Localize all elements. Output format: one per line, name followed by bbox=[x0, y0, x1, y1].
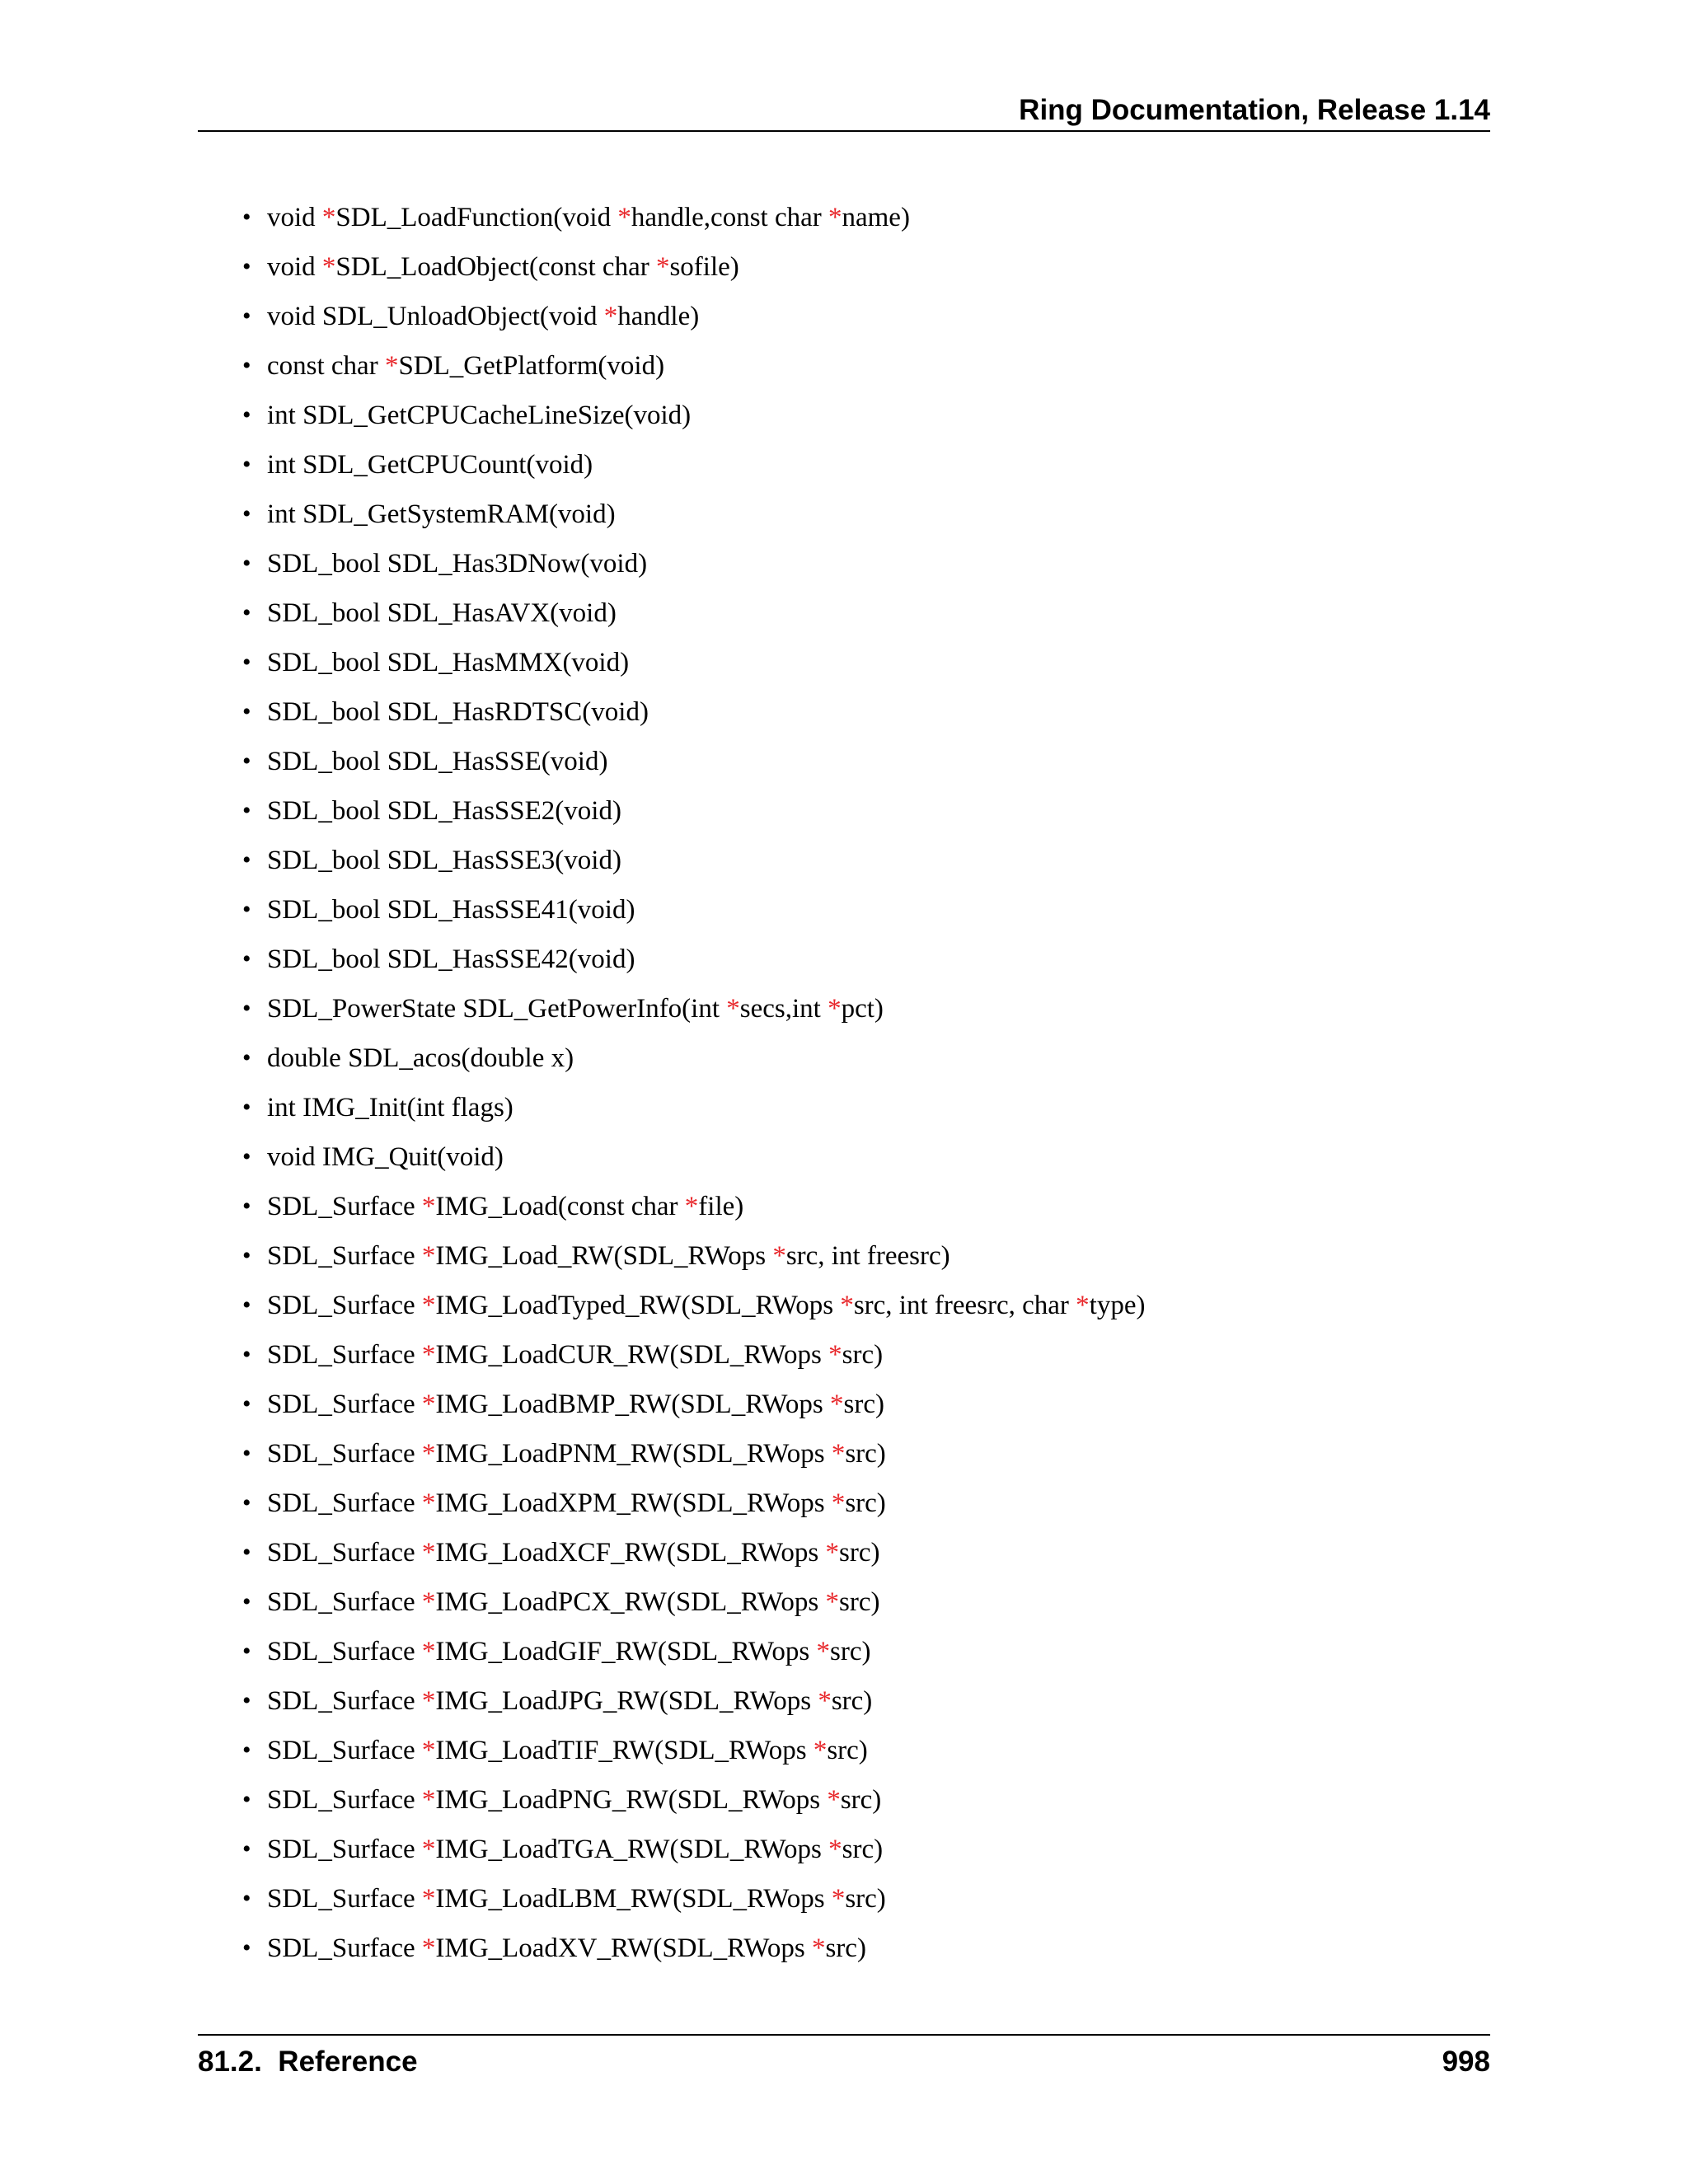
bullet-icon: • bbox=[242, 846, 251, 874]
footer-page-number: 998 bbox=[1442, 2046, 1490, 2078]
function-signature: SDL_Surface *IMG_LoadTGA_RW(SDL_RWops *src) bbox=[267, 1835, 884, 1864]
list-item bbox=[242, 737, 1479, 786]
list-item bbox=[242, 1627, 1479, 1676]
function-signature: SDL_bool SDL_HasSSE(void) bbox=[267, 747, 608, 776]
bullet-icon: • bbox=[242, 1341, 251, 1368]
function-signature: void *SDL_LoadFunction(void *handle,const char *name) bbox=[267, 203, 910, 232]
bullet-icon: • bbox=[242, 748, 251, 775]
function-signature: SDL_Surface *IMG_LoadLBM_RW(SDL_RWops *src) bbox=[267, 1884, 886, 1914]
bullet-icon: • bbox=[242, 352, 251, 379]
list-item bbox=[242, 687, 1479, 737]
function-signature: SDL_bool SDL_Has3DNow(void) bbox=[267, 549, 648, 579]
function-signature: SDL_bool SDL_HasSSE41(void) bbox=[267, 895, 635, 925]
bullet-icon: • bbox=[242, 1786, 251, 1813]
list-item bbox=[242, 984, 1479, 1033]
bullet-icon: • bbox=[242, 302, 251, 330]
bullet-icon: • bbox=[242, 1143, 251, 1170]
bullet-icon: • bbox=[242, 698, 251, 725]
function-signature: SDL_Surface *IMG_LoadPCX_RW(SDL_RWops *src) bbox=[267, 1587, 880, 1617]
list-item bbox=[242, 292, 1479, 341]
list-item bbox=[242, 1825, 1479, 1874]
bullet-icon: • bbox=[242, 797, 251, 824]
footer-section-title: 81.2. Reference bbox=[198, 2046, 418, 2078]
list-item bbox=[242, 1083, 1479, 1132]
bullet-icon: • bbox=[242, 204, 251, 231]
bullet-icon: • bbox=[242, 945, 251, 972]
list-item bbox=[242, 1726, 1479, 1775]
bullet-icon: • bbox=[242, 401, 251, 429]
function-signature: void SDL_UnloadObject(void *handle) bbox=[267, 302, 700, 331]
list-item bbox=[242, 341, 1479, 391]
content-area bbox=[242, 193, 1479, 1973]
bullet-icon: • bbox=[242, 1885, 251, 1912]
list-item bbox=[242, 588, 1479, 638]
bullet-icon: • bbox=[242, 896, 251, 923]
function-signature: SDL_bool SDL_HasMMX(void) bbox=[267, 648, 630, 677]
bullet-icon: • bbox=[242, 1044, 251, 1071]
function-signature: SDL_bool SDL_HasRDTSC(void) bbox=[267, 697, 649, 727]
list-item bbox=[242, 1676, 1479, 1726]
bullet-icon: • bbox=[242, 500, 251, 527]
bullet-icon: • bbox=[242, 1440, 251, 1467]
bullet-icon: • bbox=[242, 1291, 251, 1319]
bullet-icon: • bbox=[242, 1687, 251, 1714]
function-signature: SDL_Surface *IMG_LoadPNG_RW(SDL_RWops *src) bbox=[267, 1785, 882, 1815]
list-item bbox=[242, 242, 1479, 292]
bullet-icon: • bbox=[242, 1094, 251, 1121]
function-signature: SDL_Surface *IMG_LoadXPM_RW(SDL_RWops *src) bbox=[267, 1488, 886, 1518]
bullet-icon: • bbox=[242, 1736, 251, 1764]
function-signature: SDL_Surface *IMG_LoadJPG_RW(SDL_RWops *src) bbox=[267, 1686, 873, 1716]
bullet-icon: • bbox=[242, 1588, 251, 1615]
list-item bbox=[242, 1033, 1479, 1083]
page-header bbox=[198, 91, 1490, 132]
bullet-icon: • bbox=[242, 550, 251, 577]
bullet-icon: • bbox=[242, 1835, 251, 1863]
function-signature: double SDL_acos(double x) bbox=[267, 1043, 574, 1073]
list-item bbox=[242, 786, 1479, 836]
list-item bbox=[242, 490, 1479, 539]
bullet-icon: • bbox=[242, 1539, 251, 1566]
header-title: Ring Documentation, Release 1.14 bbox=[1019, 94, 1490, 126]
function-signature: int SDL_GetCPUCacheLineSize(void) bbox=[267, 401, 692, 430]
list-item bbox=[242, 1577, 1479, 1627]
list-item bbox=[242, 1132, 1479, 1182]
bullet-icon: • bbox=[242, 649, 251, 676]
list-item bbox=[242, 1330, 1479, 1380]
list-item bbox=[242, 440, 1479, 490]
list-item bbox=[242, 1479, 1479, 1528]
function-signature: void *SDL_LoadObject(const char *sofile) bbox=[267, 252, 739, 282]
function-signature: int SDL_GetCPUCount(void) bbox=[267, 450, 593, 480]
list-item bbox=[242, 1231, 1479, 1281]
function-signature: SDL_Surface *IMG_LoadBMP_RW(SDL_RWops *src) bbox=[267, 1390, 884, 1419]
bullet-icon: • bbox=[242, 1638, 251, 1665]
function-signature: void IMG_Quit(void) bbox=[267, 1142, 504, 1172]
list-item bbox=[242, 885, 1479, 935]
function-list bbox=[242, 193, 1479, 1973]
function-signature: int SDL_GetSystemRAM(void) bbox=[267, 499, 616, 529]
function-signature: SDL_bool SDL_HasSSE3(void) bbox=[267, 846, 621, 875]
bullet-icon: • bbox=[242, 1242, 251, 1269]
bullet-icon: • bbox=[242, 599, 251, 626]
list-item bbox=[242, 935, 1479, 984]
function-signature: SDL_Surface *IMG_LoadTyped_RW(SDL_RWops *src, int freesrc, char *type) bbox=[267, 1291, 1146, 1320]
function-signature: SDL_Surface *IMG_LoadPNM_RW(SDL_RWops *src) bbox=[267, 1439, 886, 1469]
list-item bbox=[242, 1924, 1479, 1973]
function-signature: const char *SDL_GetPlatform(void) bbox=[267, 351, 665, 381]
function-signature: SDL_bool SDL_HasAVX(void) bbox=[267, 598, 617, 628]
bullet-icon: • bbox=[242, 1193, 251, 1220]
function-signature: SDL_Surface *IMG_LoadGIF_RW(SDL_RWops *src) bbox=[267, 1637, 871, 1666]
list-item bbox=[242, 638, 1479, 687]
function-signature: SDL_Surface *IMG_LoadTIF_RW(SDL_RWops *src) bbox=[267, 1736, 868, 1765]
list-item bbox=[242, 391, 1479, 440]
function-signature: SDL_Surface *IMG_LoadCUR_RW(SDL_RWops *src) bbox=[267, 1340, 884, 1370]
bullet-icon: • bbox=[242, 995, 251, 1022]
function-signature: SDL_Surface *IMG_Load(const char *file) bbox=[267, 1192, 744, 1221]
function-signature: SDL_bool SDL_HasSSE42(void) bbox=[267, 944, 635, 974]
list-item bbox=[242, 1429, 1479, 1479]
bullet-icon: • bbox=[242, 1934, 251, 1961]
function-signature: SDL_Surface *IMG_LoadXV_RW(SDL_RWops *src) bbox=[267, 1933, 866, 1963]
bullet-icon: • bbox=[242, 253, 251, 280]
function-signature: SDL_bool SDL_HasSSE2(void) bbox=[267, 796, 621, 826]
list-item bbox=[242, 539, 1479, 588]
bullet-icon: • bbox=[242, 1489, 251, 1516]
list-item bbox=[242, 1182, 1479, 1231]
page-footer bbox=[198, 2034, 1490, 2079]
list-item bbox=[242, 1380, 1479, 1429]
function-signature: SDL_Surface *IMG_Load_RW(SDL_RWops *src, int freesrc) bbox=[267, 1241, 950, 1271]
function-signature: int IMG_Init(int flags) bbox=[267, 1093, 513, 1122]
list-item bbox=[242, 1281, 1479, 1330]
bullet-icon: • bbox=[242, 451, 251, 478]
list-item bbox=[242, 1775, 1479, 1825]
list-item bbox=[242, 1528, 1479, 1577]
list-item bbox=[242, 836, 1479, 885]
function-signature: SDL_Surface *IMG_LoadXCF_RW(SDL_RWops *src) bbox=[267, 1538, 880, 1568]
list-item bbox=[242, 1874, 1479, 1924]
bullet-icon: • bbox=[242, 1390, 251, 1418]
function-signature: SDL_PowerState SDL_GetPowerInfo(int *secs,int *pct) bbox=[267, 994, 884, 1024]
list-item bbox=[242, 193, 1479, 242]
